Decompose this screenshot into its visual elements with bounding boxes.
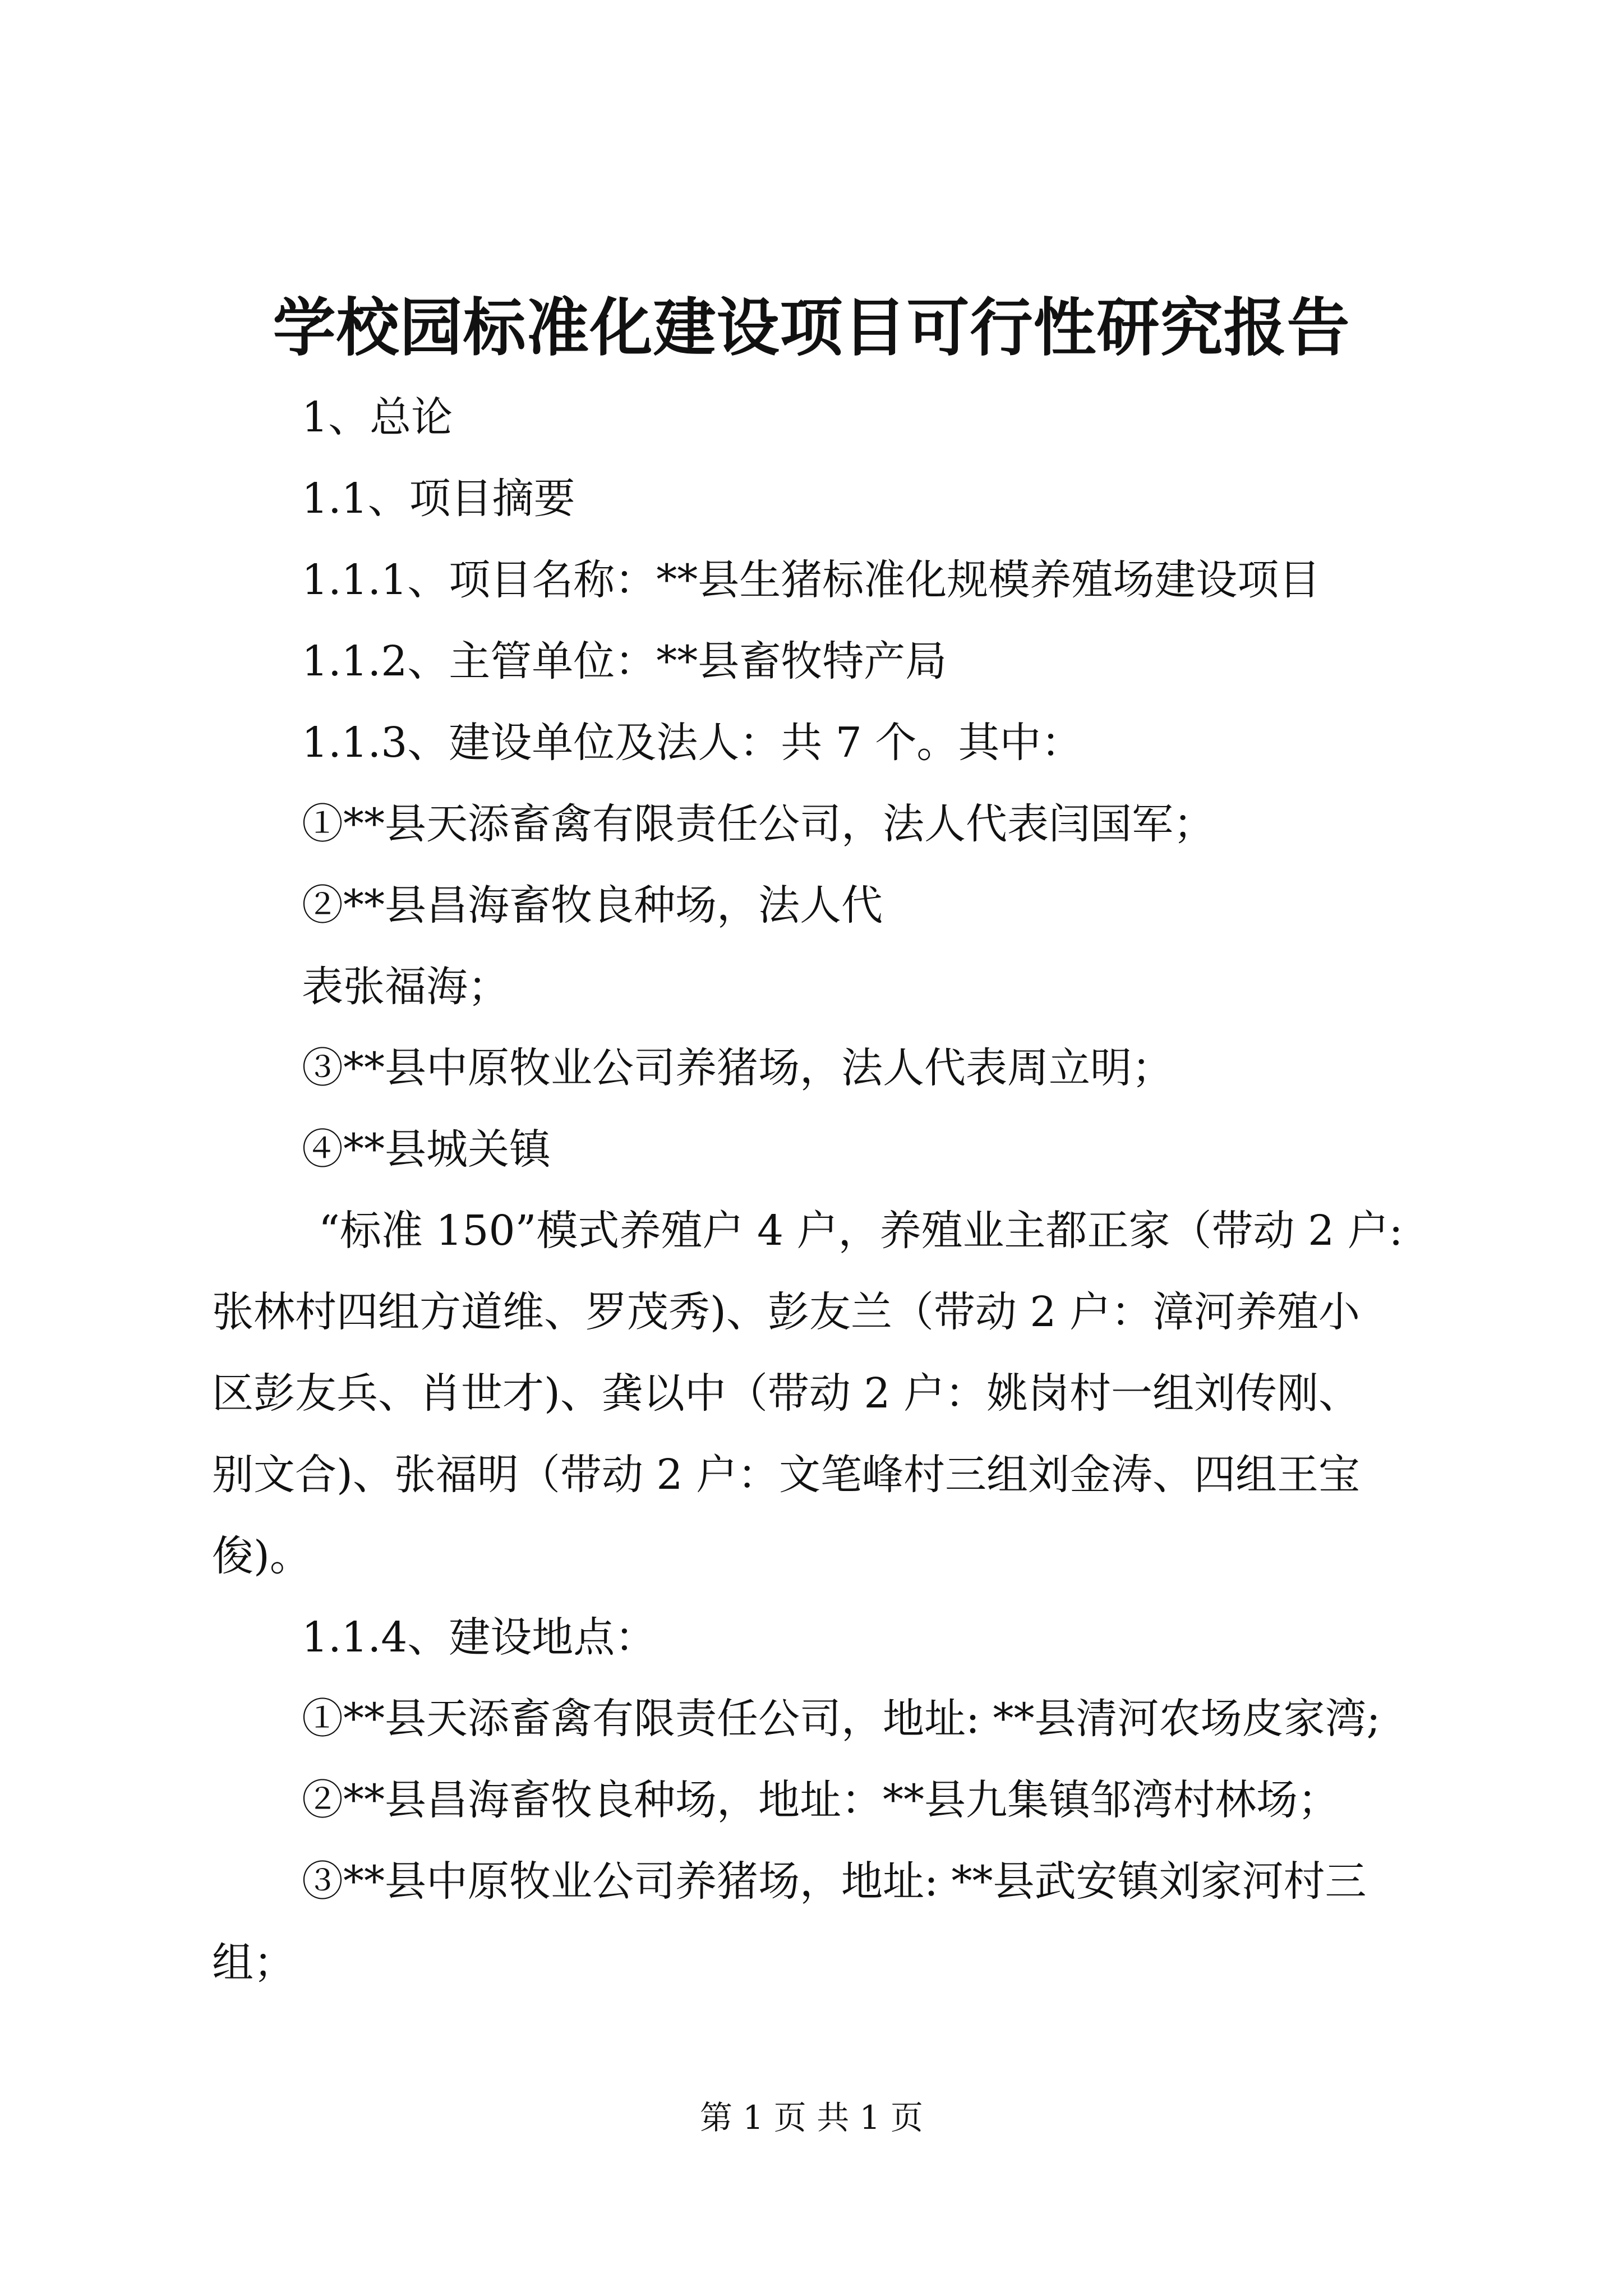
construction-location-item-3: ③**县中原牧业公司养猪场，地址: **县武安镇刘家河村三 (302, 1857, 1367, 1906)
construction-unit-item-1: ①**县天添畜禽有限责任公司，法人代表闫国军； (302, 800, 1215, 848)
construction-location-item-1: ①**县天添畜禽有限责任公司，地址: **县清河农场皮家湾; (302, 1695, 1381, 1743)
construction-unit-item-2-continued: 表张福海； (302, 963, 509, 1011)
construction-unit-item-4: ④**县城关镇 (302, 1125, 551, 1174)
standard-150-paragraph-line-2: 张林村四组方道维、罗茂秀)、彭友兰（带动 2 户：漳河养殖小 (212, 1288, 1360, 1336)
standard-150-paragraph-line-1: “标准 150”模式养殖户 4 户，养殖业主都正家（带动 2 户: (319, 1207, 1403, 1255)
standard-150-paragraph-line-3: 区彭友兵、肖世才)、龚以中（带动 2 户：姚岗村一组刘传刚、 (212, 1369, 1360, 1418)
document-title: 学校园标准化建设项目可行性研究报告 (273, 291, 1350, 365)
construction-units-line: 1.1.3、建设单位及法人：共 7 个。其中： (302, 719, 1083, 767)
page-number-footer: 第 1 页 共 1 页 (700, 2099, 923, 2137)
standard-150-paragraph-line-5: 俊)。 (212, 1532, 311, 1580)
construction-unit-item-2: ②**县昌海畜牧良种场，法人代 (302, 881, 883, 930)
construction-location-item-3-continued: 组； (212, 1939, 295, 1987)
supervising-unit-line: 1.1.2、主管单位：**县畜牧特产局 (302, 637, 947, 685)
standard-150-paragraph-line-4: 别文合)、张福明（带动 2 户：文笔峰村三组刘金涛、四组王宝 (212, 1451, 1360, 1499)
construction-location-item-2: ②**县昌海畜牧良种场，地址：**县九集镇邹湾村林场； (302, 1776, 1339, 1824)
project-name-line: 1.1.1、项目名称：**县生猪标准化规模养殖场建设项目 (302, 556, 1321, 604)
construction-location-heading: 1.1.4、建设地点： (302, 1613, 657, 1662)
section-heading-1-1: 1.1、项目摘要 (302, 475, 575, 523)
section-heading-1: 1、总论 (302, 393, 453, 441)
construction-unit-item-3: ③**县中原牧业公司养猪场，法人代表周立明； (302, 1044, 1173, 1092)
document-body (212, 377, 1423, 2004)
